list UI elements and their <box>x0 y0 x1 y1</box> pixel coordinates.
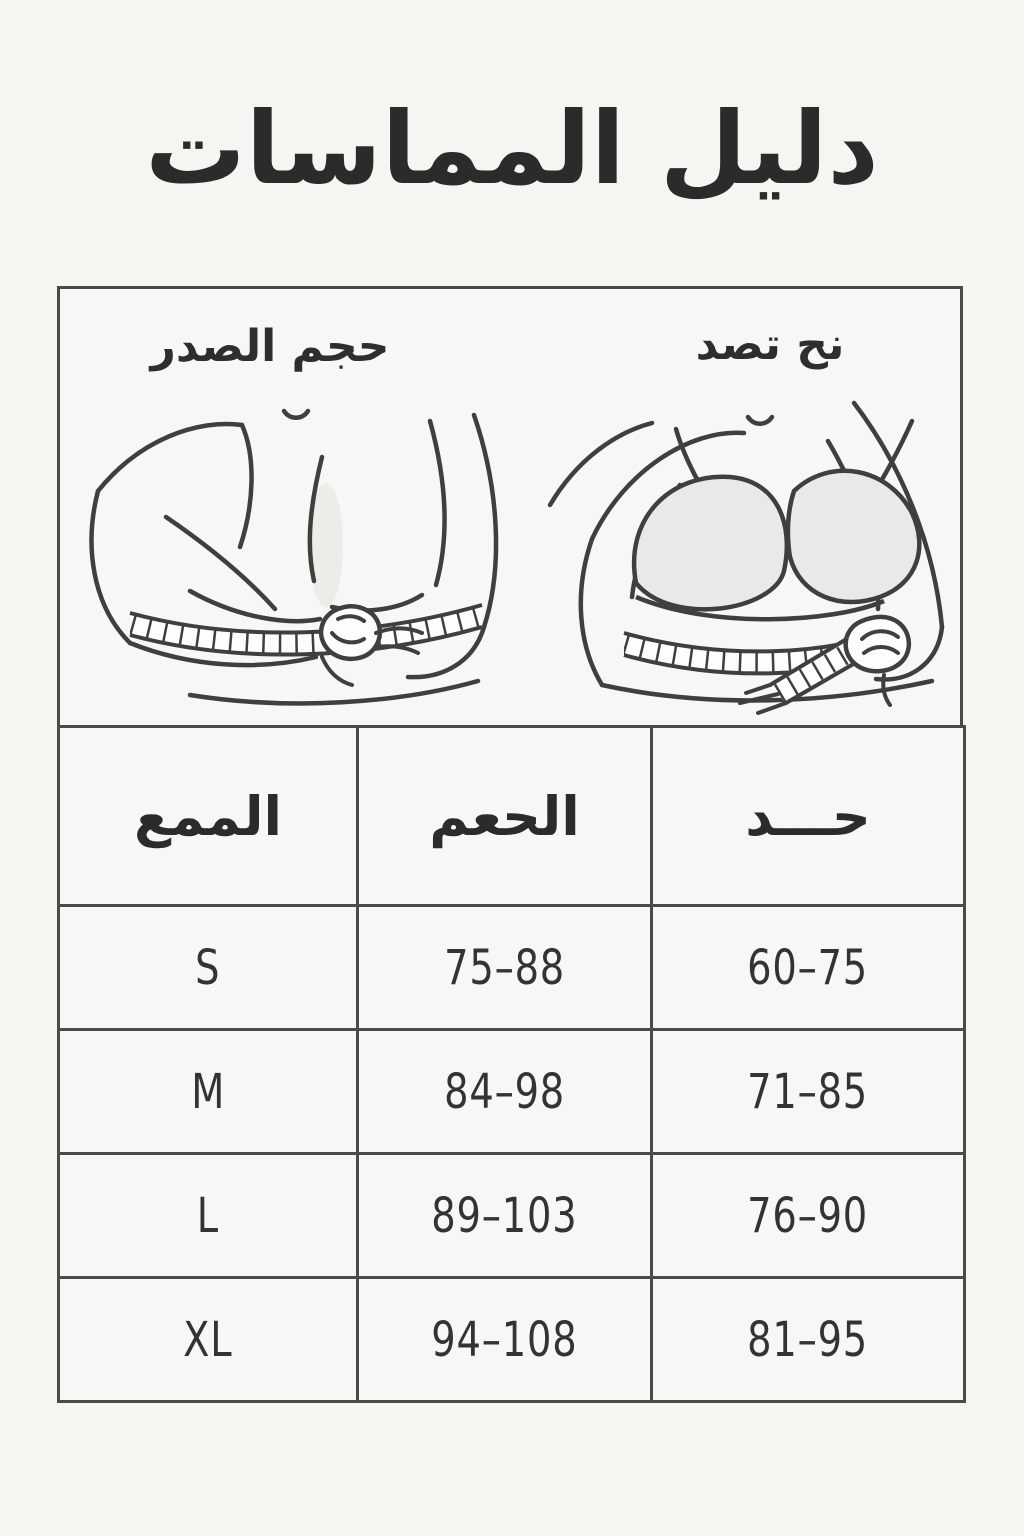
size-value: XL <box>183 1311 233 1368</box>
size-table <box>57 725 966 1403</box>
table-row <box>59 906 965 1030</box>
underbust-range-cell <box>652 906 965 1030</box>
table-row <box>59 1278 965 1402</box>
col-header-underbust: حـــد <box>652 727 965 906</box>
underbust-label: نح تصد <box>695 319 845 370</box>
size-cell <box>59 1030 358 1154</box>
bust-range-cell <box>358 1278 652 1402</box>
col-header-size: الممع <box>59 727 358 906</box>
size-value: S <box>195 939 221 996</box>
table-row <box>59 1030 965 1154</box>
underbust-range-cell <box>652 1154 965 1278</box>
underbust-range-value: 76–90 <box>747 1187 869 1244</box>
bust-range-value: 84–98 <box>444 1063 565 1120</box>
underbust-range-value: 60–75 <box>747 939 869 996</box>
size-value: L <box>196 1187 220 1244</box>
bust-range-cell <box>358 1154 652 1278</box>
size-cell <box>59 1154 358 1278</box>
bust-range-cell <box>358 906 652 1030</box>
size-value: M <box>191 1063 225 1120</box>
col-header-bust: الحعم <box>358 727 652 906</box>
size-cell <box>59 1278 358 1402</box>
header-row <box>59 727 965 906</box>
bust-range-value: 94–108 <box>431 1311 578 1368</box>
bust-range-value: 89–103 <box>431 1187 578 1244</box>
bust-measure-illustration <box>70 395 520 710</box>
underbust-measure-illustration <box>532 387 952 717</box>
table-row <box>59 1154 965 1278</box>
underbust-range-cell <box>652 1278 965 1402</box>
underbust-range-cell <box>652 1030 965 1154</box>
bust-size-label: حجم الصدر <box>150 321 390 372</box>
size-cell <box>59 906 358 1030</box>
measurement-guide-box <box>57 286 963 728</box>
bust-range-value: 75–88 <box>444 939 565 996</box>
underbust-range-value: 71–85 <box>747 1063 869 1120</box>
underbust-range-value: 81–95 <box>747 1311 869 1368</box>
page-title: دليل المماسات <box>145 90 879 207</box>
bust-range-cell <box>358 1030 652 1154</box>
